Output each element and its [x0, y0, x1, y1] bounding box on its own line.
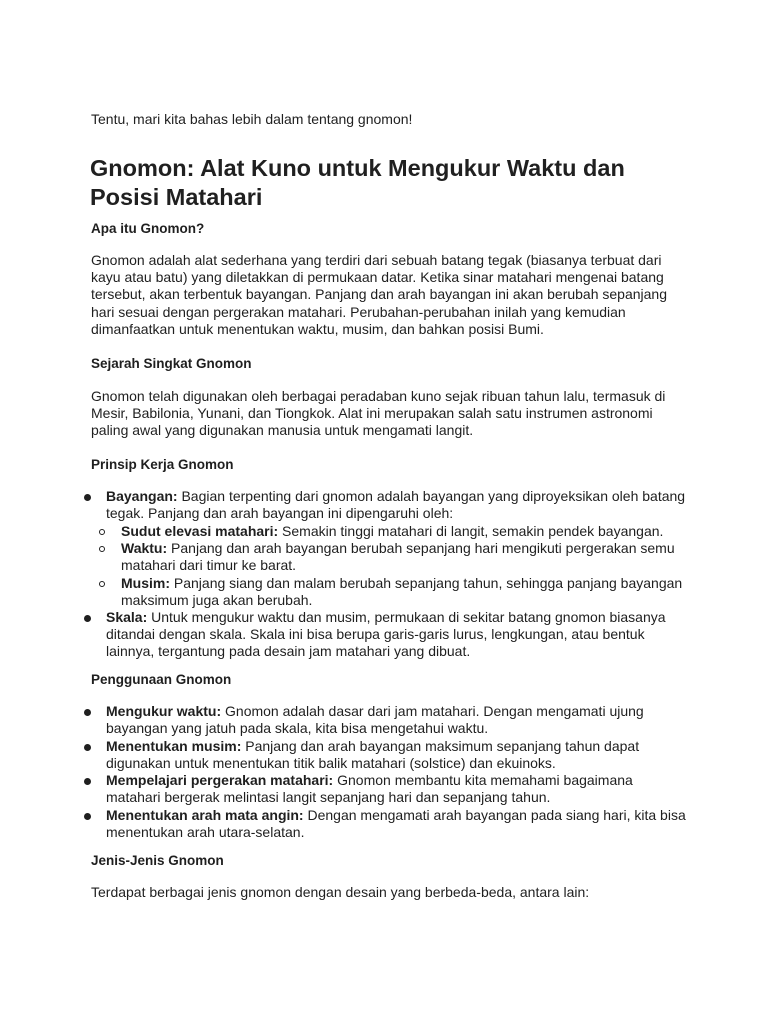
list-item-label: Menentukan arah mata angin:	[106, 807, 304, 823]
list-item-menentukan-musim	[106, 738, 696, 772]
page-title-line: Posisi Matahari	[90, 184, 263, 210]
list-item-label: Waktu:	[121, 540, 168, 556]
list-item-text: Dengan mengamati arah bayangan pada siang hari, kita bisa	[303, 807, 686, 823]
bullet-icon	[84, 615, 91, 622]
paragraph-line: Mesir, Babilonia, Yunani, dan Tiongkok. Alat ini merupakan salah satu instrumen astronomi	[91, 405, 653, 422]
bullet-icon	[84, 709, 91, 716]
list-item-line: tegak. Panjang dan arah bayangan ini dipengaruhi oleh:	[106, 505, 454, 522]
list-item-text: Panjang dan arah bayangan berubah sepanjang hari mengikuti pergerakan semu	[167, 540, 675, 556]
list-item-arah-mata-angin	[106, 807, 696, 841]
sub-bullet-icon	[99, 581, 105, 587]
list-item-line	[121, 575, 691, 592]
list-item-line: maksimum juga akan berubah.	[121, 592, 313, 609]
list-item-label: Menentukan musim:	[106, 738, 242, 754]
paragraph-line: dimanfaatkan untuk menentukan waktu, musim, dan bahkan posisi Bumi.	[91, 320, 544, 337]
list-item-line: menentukan arah utara-selatan.	[106, 824, 305, 841]
list-item-bayangan	[106, 488, 696, 522]
list-item-mempelajari	[106, 772, 696, 806]
list-item-line	[106, 488, 696, 505]
section-heading-sejarah: Sejarah Singkat Gnomon	[91, 356, 252, 371]
list-item-line: lainnya, tergantung pada desain jam matahari yang dibuat.	[106, 643, 471, 660]
list-item-label: Mengukur waktu:	[106, 703, 222, 719]
bullet-icon	[84, 494, 91, 501]
paragraph-line: tersebut, akan terbentuk bayangan. Panjang dan arah bayangan ini akan berubah sepanjang	[91, 286, 668, 303]
list-item-label: Skala:	[106, 609, 148, 625]
paragraph-apa-itu	[91, 252, 691, 338]
list-item-text: Panjang siang dan malam berubah sepanjang tahun, sehingga panjang bayangan	[170, 575, 683, 591]
list-item-line: bayangan yang jatuh pada skala, kita bisa mengetahui waktu.	[106, 720, 489, 737]
paragraph-line: Gnomon telah digunakan oleh berbagai peradaban kuno sejak ribuan tahun lalu, termasuk di	[91, 388, 666, 404]
intro-text: Tentu, mari kita bahas lebih dalam tentang gnomon!	[91, 111, 413, 127]
list-item-line	[121, 523, 691, 540]
sub-bullet-icon	[99, 546, 105, 552]
sub-list-item-sudut	[121, 523, 691, 540]
bullet-icon	[84, 778, 91, 785]
section-heading-penggunaan: Penggunaan Gnomon	[91, 672, 232, 687]
page-title	[90, 154, 690, 212]
section-heading-jenis: Jenis-Jenis Gnomon	[91, 853, 224, 868]
list-item-line: digunakan untuk menentukan titik balik matahari (solstice) dan ekuinoks.	[106, 755, 556, 772]
paragraph-line: Gnomon adalah alat sederhana yang terdiri dari sebuah batang tegak (biasanya terbuat dari	[91, 252, 662, 268]
sub-list-item-waktu	[121, 540, 691, 574]
list-item-line	[106, 772, 696, 789]
section-heading-prinsip: Prinsip Kerja Gnomon	[91, 457, 234, 472]
list-item-text: Semakin tinggi matahari di langit, semakin pendek bayangan.	[278, 523, 664, 539]
list-item-line: matahari bergerak melintasi langit sepanjang hari dan sepanjang tahun.	[106, 789, 551, 806]
paragraph-line: hari sesuai dengan pergerakan matahari. Perubahan-perubahan inilah yang kemudian	[91, 303, 626, 320]
list-item-mengukur-waktu	[106, 703, 696, 737]
list-item-text: Gnomon membantu kita memahami bagaimana	[333, 772, 633, 788]
list-item-label: Bayangan:	[106, 488, 178, 504]
sub-list-item-musim	[121, 575, 691, 609]
list-item-label: Musim:	[121, 575, 170, 591]
list-item-skala	[106, 609, 696, 661]
list-item-label: Mempelajari pergerakan matahari:	[106, 772, 334, 788]
paragraph-line: kayu atau batu) yang diletakkan di permukaan datar. Ketika sinar matahari mengenai batang	[91, 269, 664, 286]
list-item-text: Panjang dan arah bayangan maksimum sepanjang tahun dapat	[241, 738, 640, 754]
list-item-label: Sudut elevasi matahari:	[121, 523, 279, 539]
paragraph-jenis	[91, 884, 691, 901]
list-item-line	[121, 540, 691, 557]
sub-bullet-icon	[99, 529, 105, 535]
list-item-line	[106, 609, 696, 626]
list-item-text: Untuk mengukur waktu dan musim, permukaan di sekitar batang gnomon biasanya	[147, 609, 666, 625]
page-title-line: Gnomon: Alat Kuno untuk Mengukur Waktu dan	[90, 155, 625, 181]
list-item-text: Bagian terpenting dari gnomon adalah bayangan yang diproyeksikan oleh batang	[177, 488, 686, 504]
list-item-line: ditandai dengan skala. Skala ini bisa berupa garis-garis lurus, lengkungan, atau bentuk	[106, 626, 645, 643]
paragraph-line: paling awal yang digunakan manusia untuk mengamati langit.	[91, 422, 474, 439]
list-item-line	[106, 807, 696, 824]
list-item-line: matahari dari timur ke barat.	[121, 557, 297, 574]
paragraph-sejarah	[91, 388, 691, 440]
bullet-icon	[84, 744, 91, 751]
section-heading-apa-itu: Apa itu Gnomon?	[91, 221, 205, 236]
list-item-text: Gnomon adalah dasar dari jam matahari. Dengan mengamati ujung	[221, 703, 644, 719]
bullet-icon	[84, 813, 91, 820]
list-item-line	[106, 738, 696, 755]
list-item-line	[106, 703, 696, 720]
paragraph-line: Terdapat berbagai jenis gnomon dengan desain yang berbeda-beda, antara lain:	[91, 884, 590, 900]
